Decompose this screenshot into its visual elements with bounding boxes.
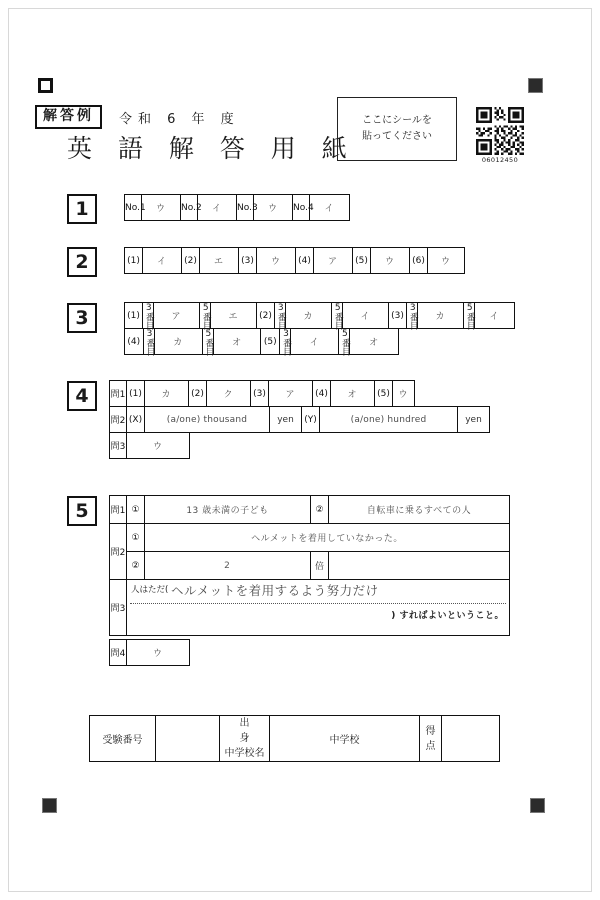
school-year-label: 令和 6 年 度 [119, 112, 240, 127]
q5-mon1-label-1: ① [127, 496, 145, 524]
school-name-label-line1: 出 身 [239, 718, 272, 744]
q4-mon1-answer-5[interactable]: ウ [393, 381, 415, 407]
q2-label-1: (1) [125, 248, 143, 274]
question-number-5: 5 [67, 496, 97, 526]
q1-answer-2[interactable]: イ [198, 195, 237, 221]
score-label [420, 716, 442, 762]
q4-mon2-answer-x[interactable]: (a/one) thousand [145, 407, 270, 433]
q4-mon2-unit-y: yen [458, 407, 490, 433]
q3-answer-3-fifth[interactable]: イ [475, 303, 515, 329]
question-1-answer-table [124, 194, 350, 221]
q3-label-4: (4) [125, 329, 144, 355]
q2-answer-3[interactable]: ウ [257, 248, 296, 274]
table-row [125, 195, 350, 221]
question-number-2: 2 [67, 247, 97, 277]
registration-mark-bottom-right-icon [530, 798, 545, 813]
page-title: 英 語 解 答 用 紙 [67, 134, 356, 163]
q2-label-2: (2) [182, 248, 200, 274]
table-row [110, 407, 490, 433]
q5-mon3-answer-cell[interactable] [127, 580, 510, 636]
q3-answer-1-third[interactable]: ア [154, 303, 200, 329]
q4-mon2-answer-y[interactable]: (a/one) hundred [320, 407, 458, 433]
examinee-info-table [89, 715, 500, 762]
q1-label-1: No.1 [125, 195, 142, 221]
q2-label-3: (3) [239, 248, 257, 274]
score-field[interactable] [442, 716, 500, 762]
q2-label-5: (5) [353, 248, 371, 274]
qr-code-block [472, 107, 528, 164]
q3-answer-1-fifth[interactable]: エ [211, 303, 257, 329]
q1-answer-3[interactable]: ウ [254, 195, 293, 221]
table-row [125, 303, 515, 329]
answer-example-badge: 解答例 [35, 105, 102, 129]
question-4-mon1-table [109, 380, 415, 407]
table-row [110, 381, 415, 407]
q4-mon3-answer[interactable]: ウ [127, 433, 190, 459]
q5-mon2-unit-2: 倍 [311, 552, 329, 580]
q5-mon1-label-2: ② [311, 496, 329, 524]
q5-mon1-answer-1[interactable]: 13 歳未満の子ども [145, 496, 311, 524]
question-2-answer-table [124, 247, 465, 274]
table-row [110, 433, 190, 459]
q4-mon1-answer-4[interactable]: オ [331, 381, 375, 407]
qr-serial-number: 06012450 [481, 156, 519, 164]
q1-label-2: No.2 [181, 195, 198, 221]
q3-answer-2-third[interactable]: カ [286, 303, 332, 329]
q5-mon4-answer[interactable]: ウ [127, 640, 190, 666]
table-row [125, 248, 465, 274]
q1-label-3: No.3 [237, 195, 254, 221]
q3-label-3: (3) [389, 303, 407, 329]
q4-mon2-unit-x: yen [270, 407, 302, 433]
q4-mon1-label-1: (1) [127, 381, 145, 407]
question-5-answer-table [109, 495, 510, 636]
q3-order-label-5th-2: 5番目 [332, 303, 343, 330]
q5-mon2-label: 問2 [110, 524, 127, 580]
registration-mark-bottom-left-icon [42, 798, 57, 813]
q5-mon2-empty-cell [329, 552, 510, 580]
seal-placement-box [337, 97, 457, 161]
q5-mon3-prefix: 人はただ( [131, 585, 169, 595]
q3-answer-5-fifth[interactable]: オ [350, 329, 399, 355]
school-name-label-line2: 中学校名 [224, 748, 265, 759]
question-number-4: 4 [67, 381, 97, 411]
q1-answer-4[interactable]: イ [310, 195, 350, 221]
q5-mon2-answer-1[interactable]: ヘルメットを着用していなかった。 [145, 524, 510, 552]
q3-label-5: (5) [261, 329, 280, 355]
q3-answer-4-third[interactable]: カ [154, 329, 202, 355]
q2-answer-2[interactable]: エ [200, 248, 239, 274]
school-name-field[interactable]: 中学校 [270, 716, 420, 762]
q4-mon2-label: 問2 [110, 407, 127, 433]
q4-mon1-label-3: (3) [251, 381, 269, 407]
q3-answer-4-fifth[interactable]: オ [213, 329, 261, 355]
q3-order-label-3rd-3: 3番目 [407, 303, 418, 330]
table-row [110, 496, 510, 524]
table-row [110, 640, 190, 666]
seal-instruction-line1: ここにシールを [362, 114, 432, 126]
q4-mon1-answer-2[interactable]: ク [207, 381, 251, 407]
table-row [110, 552, 510, 580]
q4-mon1-label-2: (2) [189, 381, 207, 407]
q1-answer-1[interactable]: ウ [142, 195, 181, 221]
score-label-line1: 得 [425, 725, 436, 737]
question-5-mon4-table [109, 639, 190, 666]
q5-mon1-answer-2[interactable]: 自転車に乗るすべての人 [329, 496, 510, 524]
q2-answer-4[interactable]: ア [314, 248, 353, 274]
question-3-answer-table [124, 302, 515, 329]
q4-mon1-label: 問1 [110, 381, 127, 407]
q2-label-4: (4) [296, 248, 314, 274]
qr-code-icon [476, 107, 524, 155]
q3-order-label-5th-5: 5番目 [339, 329, 350, 356]
exam-number-label: 受験番号 [90, 716, 156, 762]
table-row [90, 716, 500, 762]
q4-mon1-answer-1[interactable]: カ [145, 381, 189, 407]
question-4-mon2-table [109, 406, 490, 433]
table-row [110, 524, 510, 552]
exam-number-field[interactable] [156, 716, 220, 762]
question-4-mon3-table [109, 432, 190, 459]
question-number-3: 3 [67, 303, 97, 333]
q5-mon3-dotted-line [130, 603, 506, 604]
q4-mon1-answer-3[interactable]: ア [269, 381, 313, 407]
q2-answer-5[interactable]: ウ [371, 248, 410, 274]
q4-mon1-label-5: (5) [375, 381, 393, 407]
q3-order-label-3rd-1: 3番目 [143, 303, 154, 330]
q2-label-6: (6) [410, 248, 428, 274]
q1-label-4: No.4 [293, 195, 310, 221]
table-row [110, 580, 510, 636]
q3-order-label-3rd-5: 3番目 [280, 329, 291, 356]
answer-sheet-page [8, 8, 592, 892]
q5-mon3-answer[interactable]: ヘルメットを着用するよう努力だけ [171, 583, 379, 598]
registration-mark-top-left-icon [38, 78, 53, 93]
q3-label-1: (1) [125, 303, 143, 329]
q5-mon2-answer-2[interactable]: 2 [145, 552, 311, 580]
q3-answer-2-fifth[interactable]: イ [343, 303, 389, 329]
q3-order-label-5th-3: 5番目 [464, 303, 475, 330]
q5-mon1-label: 問1 [110, 496, 127, 524]
registration-mark-top-right-icon [528, 78, 543, 93]
q3-answer-3-third[interactable]: カ [418, 303, 464, 329]
q2-answer-6[interactable]: ウ [428, 248, 465, 274]
q4-mon2-label-x: (X) [127, 407, 145, 433]
q2-answer-1[interactable]: イ [143, 248, 182, 274]
q5-mon3-suffix: ) すればよいということ。 [391, 611, 504, 621]
school-name-label [220, 716, 270, 762]
q4-mon2-label-y: (Y) [302, 407, 320, 433]
q5-mon2-label-1: ① [127, 524, 145, 552]
q3-order-label-3rd-2: 3番目 [275, 303, 286, 330]
q5-mon3-label: 問3 [110, 580, 127, 636]
q3-answer-5-third[interactable]: イ [291, 329, 339, 355]
seal-instruction-line2: 貼ってください [362, 131, 432, 142]
q3-order-label-5th-1: 5番目 [200, 303, 211, 330]
table-row [125, 329, 399, 355]
q5-mon2-label-2: ② [127, 552, 145, 580]
q3-order-label-5th-4: 5番目 [203, 329, 214, 356]
q3-label-2: (2) [257, 303, 275, 329]
q4-mon1-label-4: (4) [313, 381, 331, 407]
score-label-line2: 点 [425, 740, 436, 752]
question-3-answer-table-row2 [124, 328, 399, 355]
q4-mon3-label: 問3 [110, 433, 127, 459]
q5-mon4-label: 問4 [110, 640, 127, 666]
question-number-1: 1 [67, 194, 97, 224]
q3-order-label-3rd-4: 3番目 [144, 329, 155, 356]
